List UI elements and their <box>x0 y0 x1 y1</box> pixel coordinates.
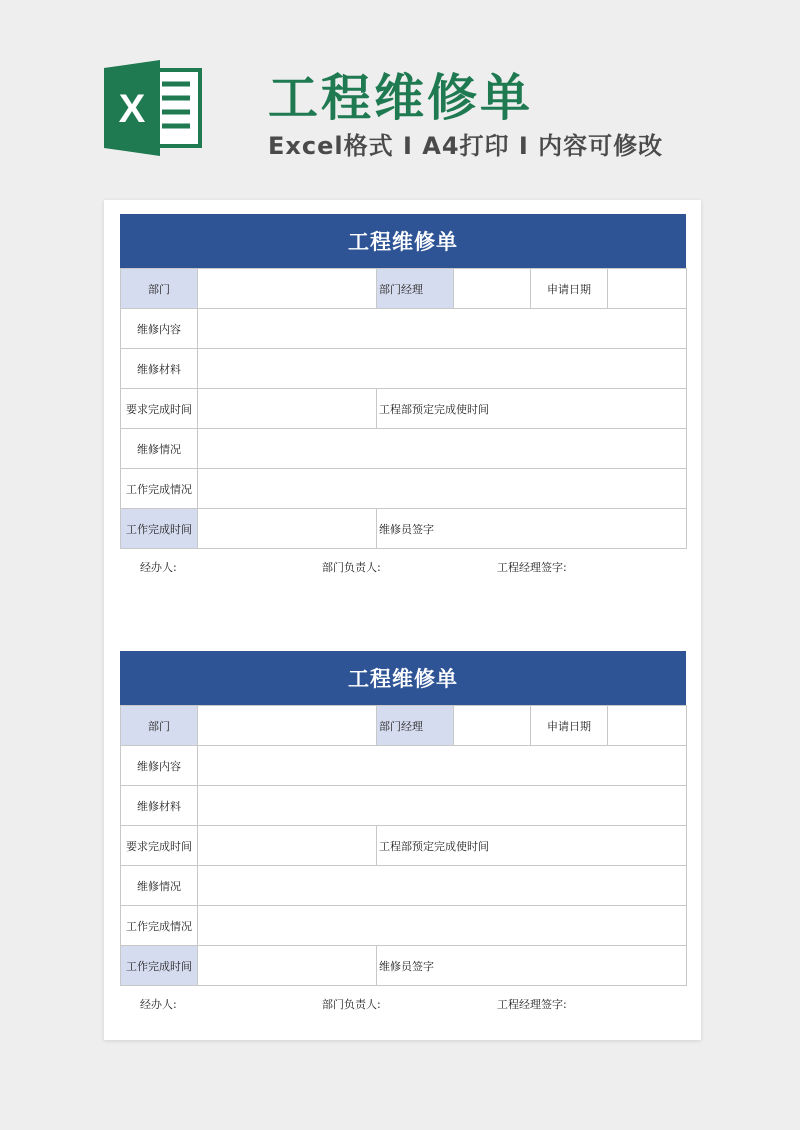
label-manager-sign: 工程经理签字: <box>497 998 567 1011</box>
label-apply-date: 申请日期 <box>531 269 608 309</box>
label-required-time: 要求完成时间 <box>121 826 198 866</box>
form-table <box>120 268 687 549</box>
label-dept-head: 部门负责人: <box>322 561 381 574</box>
label-repair-content: 维修内容 <box>121 309 198 349</box>
table-row <box>121 906 687 946</box>
label-scheduled-time: 工程部预定完成使时间 <box>377 389 687 429</box>
table-row <box>121 509 687 549</box>
field-work-status[interactable] <box>198 906 687 946</box>
table-row <box>121 706 687 746</box>
field-required-time[interactable] <box>198 389 377 429</box>
table-row <box>121 469 687 509</box>
table-row <box>121 429 687 469</box>
label-handler: 经办人: <box>140 998 177 1011</box>
table-row <box>121 946 687 986</box>
repair-form-2 <box>120 651 686 1016</box>
label-work-status: 工作完成情况 <box>121 469 198 509</box>
table-row <box>121 746 687 786</box>
label-handler: 经办人: <box>140 561 177 574</box>
field-dept[interactable] <box>198 269 377 309</box>
table-row <box>121 786 687 826</box>
label-repair-material: 维修材料 <box>121 349 198 389</box>
field-repair-content[interactable] <box>198 309 687 349</box>
repair-form-1 <box>120 214 686 579</box>
label-dept-manager: 部门经理 <box>377 269 454 309</box>
field-dept-manager[interactable] <box>454 269 531 309</box>
label-manager-sign: 工程经理签字: <box>497 561 567 574</box>
label-dept-manager: 部门经理 <box>377 706 454 746</box>
label-dept: 部门 <box>121 269 198 309</box>
page-title: 工程维修单 <box>268 69 533 127</box>
document-page <box>104 200 701 1040</box>
form-title: 工程维修单 <box>120 651 686 705</box>
field-apply-date[interactable] <box>608 269 687 309</box>
label-signature: 维修员签字 <box>377 946 687 986</box>
signature-row <box>120 549 686 579</box>
field-repair-content[interactable] <box>198 746 687 786</box>
label-repair-material: 维修材料 <box>121 786 198 826</box>
field-repair-status[interactable] <box>198 429 687 469</box>
form-table <box>120 705 687 986</box>
label-dept-head: 部门负责人: <box>322 998 381 1011</box>
label-signature: 维修员签字 <box>377 509 687 549</box>
table-row <box>121 349 687 389</box>
label-complete-time: 工作完成时间 <box>121 946 198 986</box>
label-repair-status: 维修情况 <box>121 866 198 906</box>
label-complete-time: 工作完成时间 <box>121 509 198 549</box>
excel-icon <box>104 60 206 156</box>
table-row <box>121 309 687 349</box>
label-work-status: 工作完成情况 <box>121 906 198 946</box>
label-dept: 部门 <box>121 706 198 746</box>
field-work-status[interactable] <box>198 469 687 509</box>
table-row <box>121 389 687 429</box>
page-header <box>0 0 800 200</box>
field-apply-date[interactable] <box>608 706 687 746</box>
field-complete-time[interactable] <box>198 946 377 986</box>
field-complete-time[interactable] <box>198 509 377 549</box>
field-repair-material[interactable] <box>198 349 687 389</box>
field-repair-material[interactable] <box>198 786 687 826</box>
label-apply-date: 申请日期 <box>531 706 608 746</box>
page-subtitle: Excel格式 I A4打印 I 内容可修改 <box>268 132 664 160</box>
excel-icon-letter: X <box>118 87 146 131</box>
field-required-time[interactable] <box>198 826 377 866</box>
table-row <box>121 269 687 309</box>
label-repair-content: 维修内容 <box>121 746 198 786</box>
field-repair-status[interactable] <box>198 866 687 906</box>
table-row <box>121 826 687 866</box>
field-dept[interactable] <box>198 706 377 746</box>
label-required-time: 要求完成时间 <box>121 389 198 429</box>
table-row <box>121 866 687 906</box>
field-dept-manager[interactable] <box>454 706 531 746</box>
signature-row <box>120 986 686 1016</box>
label-scheduled-time: 工程部预定完成使时间 <box>377 826 687 866</box>
form-title: 工程维修单 <box>120 214 686 268</box>
label-repair-status: 维修情况 <box>121 429 198 469</box>
